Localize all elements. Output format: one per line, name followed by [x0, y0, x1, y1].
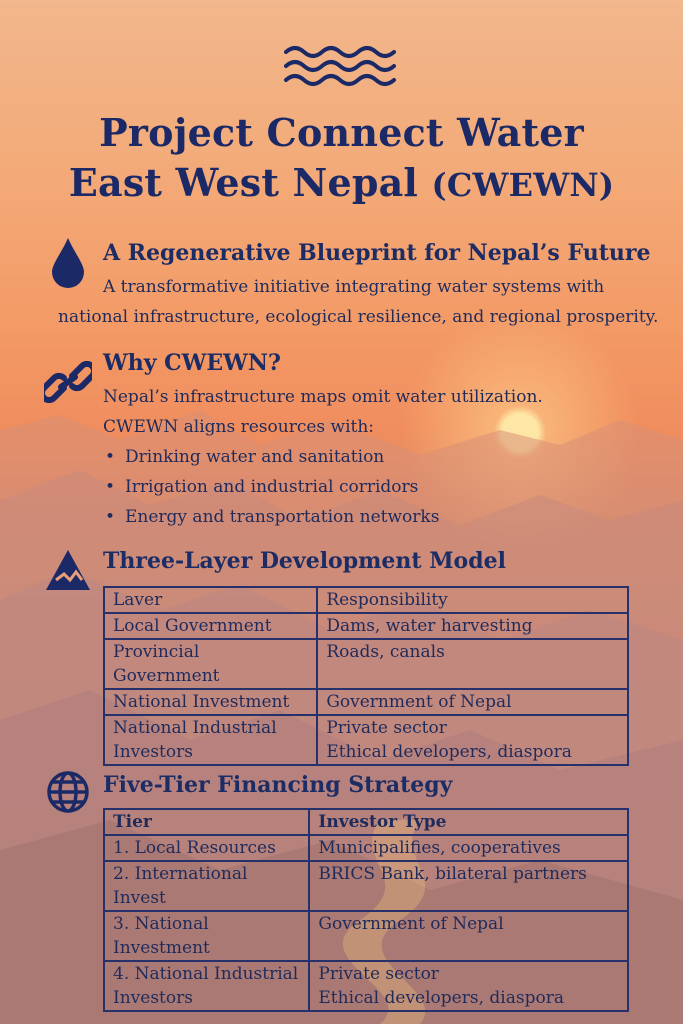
table-cell: Government of Nepal	[317, 689, 628, 715]
table-row	[104, 613, 628, 639]
list-item: • Irrigation and industrial corridors	[103, 472, 439, 502]
cell-line: 4. National Industrial	[113, 964, 299, 984]
table-cell: Local Government	[104, 613, 317, 639]
list-item: • Drinking water and sanitation	[103, 442, 439, 472]
chain-link-icon	[44, 360, 92, 404]
table-row	[104, 835, 628, 861]
cell-line: Ethical developers, diaspora	[318, 988, 564, 1008]
section-financing-title: Five-Tier Financing Strategy	[103, 772, 453, 798]
table-cell	[104, 961, 309, 1011]
section-why-line2: CWEWN aligns resources with:	[103, 417, 375, 437]
section-blueprint-line2: national infrastructure, ecological resilience, and regional prosperity.	[58, 307, 659, 327]
development-model-table	[103, 586, 629, 766]
why-bullet-list	[103, 442, 439, 532]
page-title-line2	[0, 160, 683, 205]
water-drop-icon	[50, 236, 86, 290]
cell-line: Investors	[113, 988, 193, 1008]
table-cell: National Investment	[104, 689, 317, 715]
table-cell: 3. National Investment	[104, 911, 309, 961]
table-row	[104, 861, 628, 911]
section-blueprint-line1: A transformative initiative integrating water systems with	[103, 277, 605, 297]
table-row	[104, 689, 628, 715]
cell-line: Private sector	[326, 718, 447, 738]
table-cell: 1. Local Resources	[104, 835, 309, 861]
table-cell	[309, 961, 628, 1011]
table-cell: Roads, canals	[317, 639, 628, 689]
table-cell: BRICS Bank, bilateral partners	[309, 861, 628, 911]
column-header-layer: Laver	[104, 587, 317, 613]
cell-line: Investors	[113, 742, 193, 762]
section-blueprint-title: A Regenerative Blueprint for Nepal’s Future	[103, 240, 651, 266]
financing-strategy-table	[103, 808, 629, 1012]
table-cell	[104, 715, 317, 765]
waves-icon	[284, 44, 400, 90]
table-row	[104, 961, 628, 1011]
table-cell: Dams, water harvesting	[317, 613, 628, 639]
table-cell: Municipalifies, cooperatives	[309, 835, 628, 861]
section-development-title: Three-Layer Development Model	[103, 548, 506, 574]
table-header-row	[104, 809, 628, 835]
table-cell	[317, 715, 628, 765]
list-item: • Energy and transportation networks	[103, 502, 439, 532]
table-cell: 2. International Invest	[104, 861, 309, 911]
title-acronym: (CWEWN)	[431, 166, 615, 204]
mountain-icon	[44, 548, 92, 592]
column-header-responsibility: Responsibility	[317, 587, 628, 613]
table-header-row	[104, 587, 628, 613]
column-header-investor-type: Investor Type	[309, 809, 628, 835]
table-row	[104, 911, 628, 961]
title-main: East West Nepal	[68, 160, 419, 205]
cell-line: Private sector	[318, 964, 439, 984]
column-header-tier: Tier	[104, 809, 309, 835]
cell-line: National Industrial	[113, 718, 277, 738]
section-why-line1: Nepal’s infrastructure maps omit water utilization.	[103, 387, 543, 407]
table-row	[104, 715, 628, 765]
table-cell: Government of Nepal	[309, 911, 628, 961]
table-cell: Provincial Government	[104, 639, 317, 689]
page-title-line1: Project Connect Water	[99, 110, 584, 155]
cell-line: Ethical developers, diaspora	[326, 742, 572, 762]
section-why-title: Why CWEWN?	[103, 350, 281, 376]
globe-icon	[46, 770, 90, 814]
table-row	[104, 639, 628, 689]
